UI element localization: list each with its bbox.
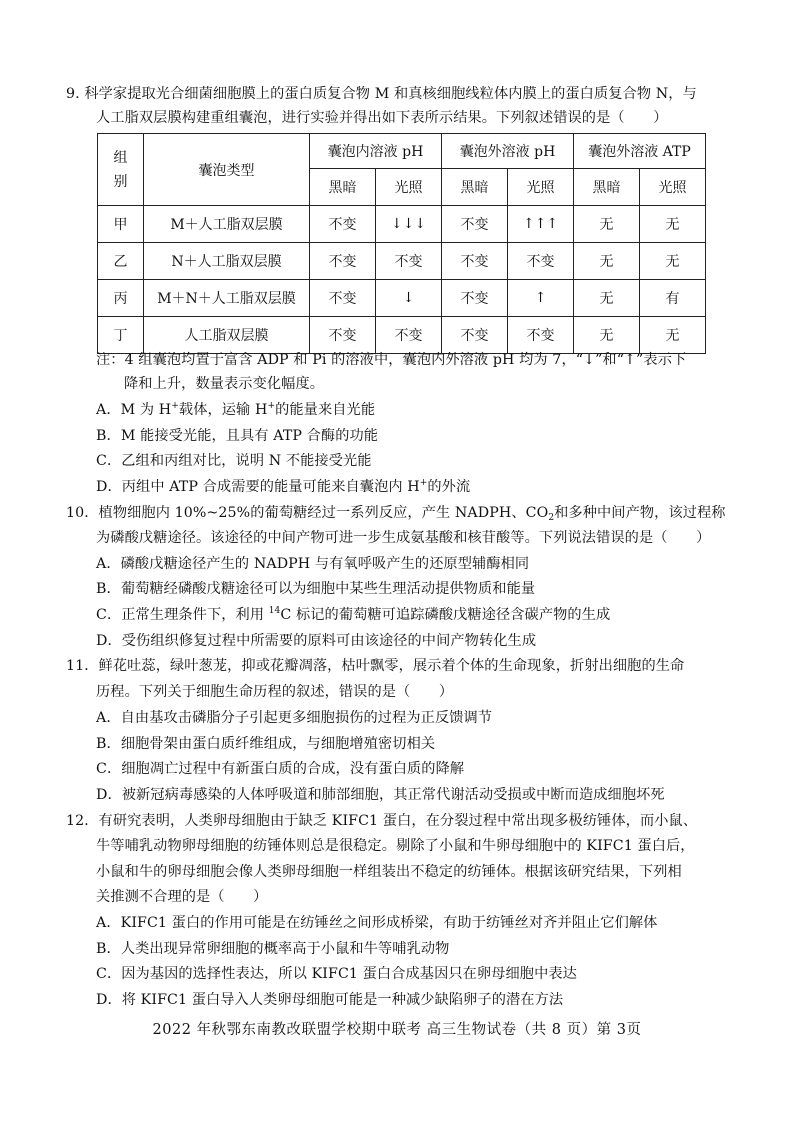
cell-value: 不变 xyxy=(508,243,574,280)
q10-option-a: A．磷酸戊糖途径产生的 NADPH 与有氧呼吸产生的还原型辅酶相同 xyxy=(96,556,530,572)
q11-option-a: A．自由基攻击磷脂分子引起更多细胞损伤的过程为正反馈调节 xyxy=(96,710,493,726)
q11-option-b: B．细胞骨架由蛋白质纤维组成，与细胞增殖密切相关 xyxy=(96,736,436,752)
q9-option-a-sup-1: + xyxy=(171,401,179,411)
cell-value: 不变 xyxy=(310,280,376,317)
q12-option-b: B．人类出现异常卵细胞的概率高于小鼠和牛等哺乳动物 xyxy=(96,941,450,957)
q9-option-a-text-2: 载体，运输 H xyxy=(178,402,268,418)
subheader-light: 光照 xyxy=(640,169,706,206)
q12-stem-line-2: 牛等哺乳动物卵母细胞的纺锤体则总是很稳定。剔除了小鼠和牛卵母细胞中的 KIFC1 蛋白后， xyxy=(96,838,695,854)
cell-group: 甲 xyxy=(98,206,144,243)
header-vesicle-type: 囊泡类型 xyxy=(144,134,310,206)
subheader-dark: 黑暗 xyxy=(310,169,376,206)
q12-stem-line-1: 12．有研究表明，人类卵母细胞由于缺乏 KIFC1 蛋白，在分裂过程中常出现多极纺锤体，而小鼠、 xyxy=(66,813,698,829)
cell-value: 无 xyxy=(640,317,706,354)
page-footer: 2022 年秋鄂东南教改联盟学校期中联考 高三生物试卷（共 8 页）第 3页 xyxy=(152,1022,642,1038)
q9-option-a-text-3: 的能量来自光能 xyxy=(275,402,376,418)
cell-value: 不变 xyxy=(310,206,376,243)
q9-option-d-text-2: 的外流 xyxy=(427,479,471,495)
cell-value: 无 xyxy=(574,243,640,280)
q9-option-d-sup: + xyxy=(419,478,428,488)
cell-value: 无 xyxy=(574,317,640,354)
q10-stem-text-2: 和多种中间产物，该过程称 xyxy=(554,505,726,521)
q9-option-b: B．M 能接受光能，且具有 ATP 合酶的功能 xyxy=(96,428,379,444)
cell-value: 不变 xyxy=(376,243,442,280)
q10-option-c xyxy=(96,605,610,625)
cell-type: N＋人工脂双层膜 xyxy=(144,243,310,280)
subheader-light: 光照 xyxy=(376,169,442,206)
q9-stem-line-2: 人工脂双层膜构建重组囊泡，进行实验并得出如下表所示结果。下列叙述错误的是（ ） xyxy=(96,110,668,126)
q12-option-a: A．KIFC1 蛋白的作用可能是在纺锤丝之间形成桥梁，有助于纺锤丝对齐并阻止它们解体 xyxy=(96,915,658,931)
cell-value: 不变 xyxy=(508,317,574,354)
q11-stem-line-2: 历程。下列关于细胞生命历程的叙述，错误的是（ ） xyxy=(96,684,454,700)
cell-value: 不变 xyxy=(442,317,508,354)
header-outer-atp: 囊泡外溶液 ATP xyxy=(574,134,706,169)
subheader-dark: 黑暗 xyxy=(574,169,640,206)
cell-group: 丙 xyxy=(98,280,144,317)
cell-value: 无 xyxy=(640,243,706,280)
cell-type: M＋N＋人工脂双层膜 xyxy=(144,280,310,317)
q9-option-d xyxy=(96,477,470,497)
q9-option-a-sup-2: + xyxy=(267,401,276,411)
q10-option-c-sup: 14 xyxy=(268,606,281,616)
cell-value: 不变 xyxy=(376,317,442,354)
q12-stem-line-4: 关推测不合理的是（ ） xyxy=(96,889,268,905)
q12-stem-line-3: 小鼠和牛的卵母细胞会像人类卵母细胞一样组装出不稳定的纺锤体。根据该研究结果，下列相 xyxy=(96,864,682,880)
q9-option-a-text-1: A．M 为 H xyxy=(96,402,172,418)
q9-table-note-line-1: 注：4 组囊泡均置于富含 ADP 和 Pi 的溶液中，囊泡内外溶液 pH 均为 7，“↓”和“↑”表示下 xyxy=(96,352,687,368)
table-row xyxy=(98,280,706,317)
cell-value: 有 xyxy=(640,280,706,317)
q9-table-note-line-2: 降和上升，数量表示变化幅度。 xyxy=(124,376,325,392)
q11-option-c: C．细胞凋亡过程中有新蛋白质的合成，没有蛋白质的降解 xyxy=(96,761,465,777)
q9-stem-line-1: 9. 科学家提取光合细菌细胞膜上的蛋白质复合物 M 和真核细胞线粒体内膜上的蛋白质复合物 N，与 xyxy=(66,86,697,102)
cell-value: 不变 xyxy=(442,280,508,317)
header-group-char-1: 组 xyxy=(113,149,128,166)
cell-value: 无 xyxy=(640,206,706,243)
header-group xyxy=(98,134,144,206)
table-row xyxy=(98,317,706,354)
cell-group: 乙 xyxy=(98,243,144,280)
cell-value: 不变 xyxy=(310,317,376,354)
cell-type: 人工脂双层膜 xyxy=(144,317,310,354)
header-outer-ph: 囊泡外溶液 pH xyxy=(442,134,574,169)
q12-option-d: D．将 KIFC1 蛋白导入人类卵母细胞可能是一种减少缺陷卵子的潜在方法 xyxy=(96,992,564,1008)
q9-option-a xyxy=(96,400,375,420)
q10-option-c-text-2: C 标记的葡萄糖可追踪磷酸戊糖途径含碳产物的生成 xyxy=(280,607,611,623)
cell-value: 不变 xyxy=(442,206,508,243)
subheader-light: 光照 xyxy=(508,169,574,206)
q10-stem-line-1 xyxy=(66,503,726,523)
header-group-char-2: 别 xyxy=(113,173,128,190)
q10-option-c-text-1: C．正常生理条件下，利用 xyxy=(96,607,269,623)
cell-value: 不变 xyxy=(310,243,376,280)
q11-option-d: D．被新冠病毒感染的人体呼吸道和肺部细胞，其正常代谢活动受损或中断而造成细胞坏死 xyxy=(96,787,665,803)
cell-value: ↓↓↓ xyxy=(376,206,442,243)
q10-stem-sub: 2 xyxy=(548,513,555,523)
cell-value: ↓ xyxy=(376,280,442,317)
cell-group: 丁 xyxy=(98,317,144,354)
q11-stem-line-1: 11．鲜花吐蕊，绿叶葱茏，抑或花瓣凋落，枯叶飘零，展示着个体的生命现象，折射出细胞的生命 xyxy=(66,658,685,674)
table-row xyxy=(98,243,706,280)
cell-value: ↑↑↑ xyxy=(508,206,574,243)
q10-option-d: D．受伤组织修复过程中所需要的原料可由该途径的中间产物转化生成 xyxy=(96,633,537,649)
subheader-dark: 黑暗 xyxy=(442,169,508,206)
table-header-row xyxy=(98,134,706,169)
q10-option-b: B．葡萄糖经磷酸戊糖途径可以为细胞中某些生理活动提供物质和能量 xyxy=(96,581,536,597)
q12-option-c: C．因为基因的选择性表达，所以 KIFC1 蛋白合成基因只在卵母细胞中表达 xyxy=(96,966,577,982)
cell-value: 不变 xyxy=(442,243,508,280)
cell-value: 无 xyxy=(574,206,640,243)
q10-stem-text-1: 10．植物细胞内 10%~25%的葡萄糖经过一系列反应，产生 NADPH、CO xyxy=(66,505,549,521)
header-inner-ph: 囊泡内溶液 pH xyxy=(310,134,442,169)
q10-stem-line-2: 为磷酸戊糖途径。该途径的中间产物可进一步生成氨基酸和核苷酸等。下列说法错误的是（ ） xyxy=(96,530,711,546)
cell-value: 无 xyxy=(574,280,640,317)
q9-option-d-text-1: D．丙组中 ATP 合成需要的能量可能来自囊泡内 H xyxy=(96,479,420,495)
q9-option-c: C．乙组和丙组对比，说明 N 不能接受光能 xyxy=(96,453,372,469)
q9-results-table xyxy=(97,133,706,354)
cell-type: M＋人工脂双层膜 xyxy=(144,206,310,243)
cell-value: ↑ xyxy=(508,280,574,317)
table-row xyxy=(98,206,706,243)
